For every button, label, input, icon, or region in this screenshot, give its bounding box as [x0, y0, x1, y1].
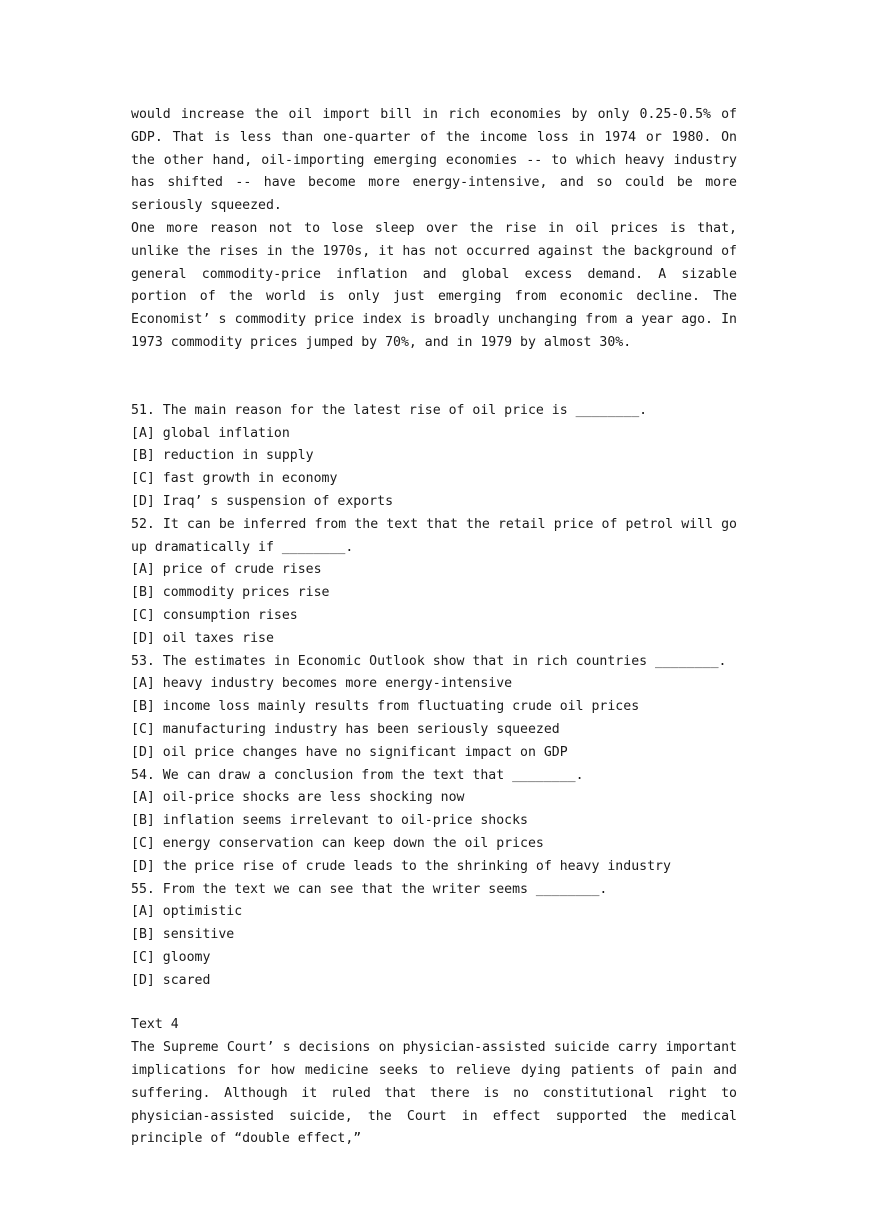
passage-paragraph: One more reason not to lose sleep over the rise in oil prices is that, unlike the rises in the 1970s, it has not occurred against the background of general commodity-price inflation and global excess demand. A sizable portion of the world is only just emerging from economic decline. The Economist’ s commodity price index is broadly unchanging from a year ago. In 1973 commodity prices jumped by 70%, and in 1979 by almost 30%.: [131, 220, 737, 350]
question-53: [131, 651, 737, 765]
passage-continued: [131, 104, 737, 355]
option-c: [C] gloomy: [131, 949, 211, 965]
option-b: [B] income loss mainly results from fluctuating crude oil prices: [131, 699, 640, 715]
option-b: [B] inflation seems irrelevant to oil-price shocks: [131, 813, 528, 829]
option-c: [C] consumption rises: [131, 607, 298, 623]
question-51: [131, 400, 737, 514]
question-52: [131, 514, 737, 651]
spacer: [131, 355, 737, 400]
option-d: [D] Iraq’ s suspension of exports: [131, 493, 394, 509]
option-c: [C] manufacturing industry has been seriously squeezed: [131, 721, 560, 737]
option-a: [A] price of crude rises: [131, 562, 322, 578]
document-page: [131, 104, 737, 1151]
option-d: [D] oil taxes rise: [131, 630, 274, 646]
text4-section: [131, 1014, 737, 1151]
spacer: [131, 992, 737, 1014]
passage-paragraph: would increase the oil import bill in rich economies by only 0.25-0.5% of GDP. That is less than one-quarter of the income loss in 1974 or 1980. On the other hand, oil-importing emerging economies -- to which heavy industry has shifted -- have become more energy-intensive, and so could be more seriously squeezed.: [131, 107, 737, 214]
option-b: [B] sensitive: [131, 927, 235, 943]
option-d: [D] scared: [131, 972, 211, 988]
option-a: [A] global inflation: [131, 425, 290, 441]
option-a: [A] optimistic: [131, 904, 243, 920]
option-a: [A] heavy industry becomes more energy-intensive: [131, 676, 513, 692]
question-54: [131, 765, 737, 879]
option-b: [B] commodity prices rise: [131, 585, 330, 601]
option-c: [C] energy conservation can keep down the oil prices: [131, 835, 544, 851]
passage-paragraph: The Supreme Court’ s decisions on physician-assisted suicide carry important implications for how medicine seeks to relieve dying patients of pain and suffering. Although it ruled that there is no constitutional right to physician-assisted suicide, the Court in effect supported the medical principle of “double effect,”: [131, 1040, 737, 1147]
question-stem: 54. We can draw a conclusion from the text that ________.: [131, 767, 584, 783]
option-b: [B] reduction in supply: [131, 448, 314, 464]
option-d: [D] oil price changes have no significant impact on GDP: [131, 744, 568, 760]
option-d: [D] the price rise of crude leads to the shrinking of heavy industry: [131, 858, 671, 874]
option-a: [A] oil-price shocks are less shocking now: [131, 790, 465, 806]
question-stem: 51. The main reason for the latest rise of oil price is ________.: [131, 402, 648, 418]
question-stem: 55. From the text we can see that the writer seems ________.: [131, 881, 608, 897]
question-55: [131, 879, 737, 993]
question-stem: 53. The estimates in Economic Outlook show that in rich countries ________.: [131, 653, 727, 669]
option-c: [C] fast growth in economy: [131, 471, 338, 487]
question-list: [131, 400, 737, 993]
section-heading: Text 4: [131, 1017, 179, 1033]
question-stem: 52. It can be inferred from the text that the retail price of petrol will go up dramatically if ________.: [131, 516, 737, 555]
